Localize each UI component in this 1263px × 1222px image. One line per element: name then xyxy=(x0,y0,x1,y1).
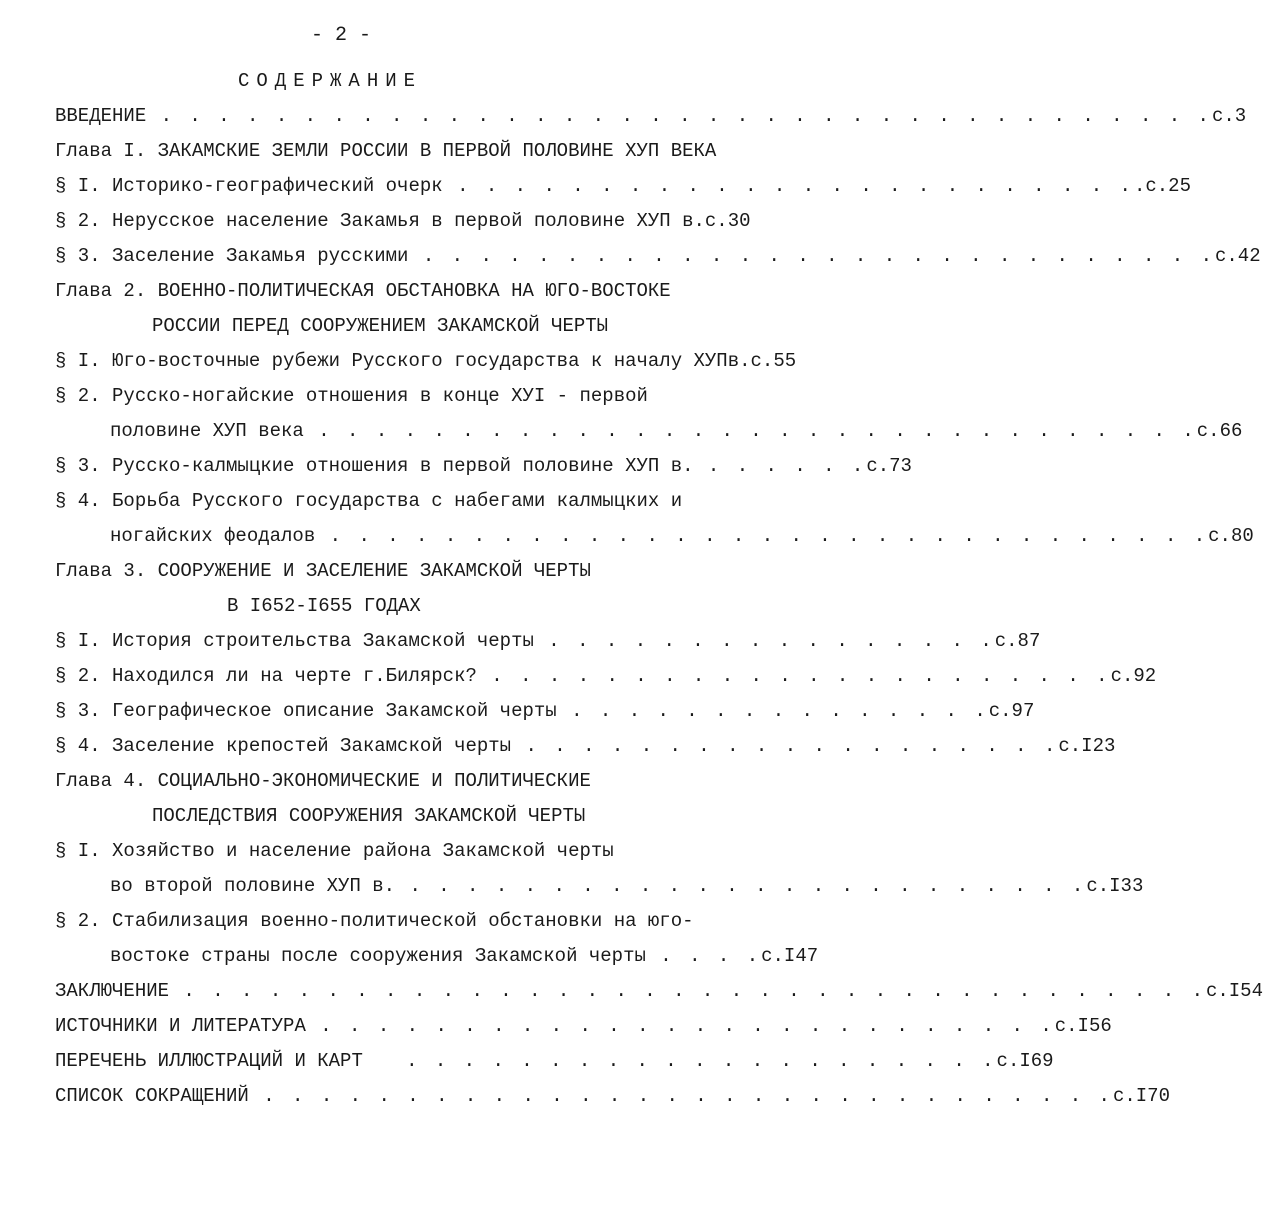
toc-page: с.3 xyxy=(1211,105,1247,127)
toc-text: ВВЕДЕНИЕ xyxy=(55,105,147,127)
toc-page: с.55 xyxy=(750,350,797,372)
toc-chapter-3 xyxy=(55,559,745,583)
toc-chapter-2 xyxy=(55,279,745,303)
leader-dots: . . . . . . . . . . . . . . . . . . . . . . . . xyxy=(442,175,1134,197)
toc-chapter-1 xyxy=(55,139,745,163)
toc-chapter-2-cont xyxy=(152,314,745,338)
toc-text: § 2. Находился ли на черте г.Билярск? xyxy=(55,665,477,687)
toc-page: с.80 xyxy=(1208,525,1254,547)
toc-page: .с.25 xyxy=(1133,175,1191,197)
toc-chapter-4 xyxy=(55,769,745,793)
toc-page: с.I69 xyxy=(996,1050,1054,1072)
toc-entry-3-2 xyxy=(55,664,1157,688)
leader-dots: . . . . . . . . . . . . . . . . . . . xyxy=(511,735,1059,757)
toc-entry-4-1-cont xyxy=(110,874,1144,898)
toc-text: СПИСОК СОКРАЩЕНИЙ xyxy=(55,1085,249,1107)
toc-entry-4-2 xyxy=(55,909,745,933)
toc-text: половине ХУП века xyxy=(110,420,304,442)
toc-text: § 2. Нерусское население Закамья в первой половине ХУП в. xyxy=(55,210,705,232)
toc-page: с.97 xyxy=(988,700,1035,722)
toc-page: с.73 xyxy=(866,455,912,477)
toc-text: § 3. Заселение Закамья русскими xyxy=(55,245,409,267)
leader-dots: . . . . . . . . . . . . . . . xyxy=(556,700,989,722)
toc-text: Глава 2. ВОЕННО-ПОЛИТИЧЕСКАЯ ОБСТАНОВКА НА ЮГО-ВОСТОКЕ xyxy=(55,280,671,302)
toc-text: Глава 3. СООРУЖЕНИЕ И ЗАСЕЛЕНИЕ ЗАКАМСКОЙ ЧЕРТЫ xyxy=(55,560,591,582)
toc-text: § 4. Заселение крепостей Закамской черты xyxy=(55,735,512,757)
toc-text: § I. Историко-географический очерк xyxy=(55,175,443,197)
toc-page: с.30 xyxy=(704,210,751,232)
toc-text: § I. Хозяйство и население района Закамской черты xyxy=(55,840,614,862)
toc-entry-2-3 xyxy=(55,454,912,478)
leader-dots: . . . . . . . . . . . . . . . . . . . . . . xyxy=(476,665,1111,687)
leader-dots: . . . . . . xyxy=(693,455,867,477)
leader-dots: . . . . . . . . . . . . . . . . . . . . . . . . . . . . . . . . . . . . xyxy=(169,980,1206,1002)
leader-dots: . . . . . . . . . . . . . . . . . . . . . . . . xyxy=(395,875,1087,897)
toc-entry-2-4 xyxy=(55,489,745,513)
toc-entry-2-2-cont xyxy=(110,419,1243,443)
leader-dots: . . . . . . . . . . . . . . . . . . . . . . . . . . . . . . . xyxy=(315,525,1209,547)
toc-entry-3-1 xyxy=(55,629,1041,653)
toc-page: с.66 xyxy=(1196,420,1243,442)
toc-page: с.42 xyxy=(1214,245,1261,267)
toc-page: с.I54 xyxy=(1205,980,1263,1002)
leader-dots: . . . . . . . . . . . . . . . . . . . . . . . . . . . . . . xyxy=(248,1085,1113,1107)
toc-text: РОССИИ ПЕРЕД СООРУЖЕНИЕМ ЗАКАМСКОЙ ЧЕРТЫ xyxy=(152,315,609,337)
toc-entry-3-3 xyxy=(55,699,1035,723)
toc-page: с.92 xyxy=(1110,665,1157,687)
toc-text: Глава 4. СОЦИАЛЬНО-ЭКОНОМИЧЕСКИЕ И ПОЛИТИЧЕСКИЕ xyxy=(55,770,591,792)
toc-page: с.I23 xyxy=(1058,735,1116,757)
toc-text: ИСТОЧНИКИ И ЛИТЕРАТУРА xyxy=(55,1015,306,1037)
toc-text: § I. История строительства Закамской черты xyxy=(55,630,534,652)
toc-text: ПОСЛЕДСТВИЯ СООРУЖЕНИЯ ЗАКАМСКОЙ ЧЕРТЫ xyxy=(152,805,586,827)
toc-page: с.I33 xyxy=(1086,875,1144,897)
toc-entry-introduction xyxy=(55,104,1247,128)
toc-text: ЗАКЛЮЧЕНИЕ xyxy=(55,980,170,1002)
toc-entry-conclusion xyxy=(55,979,1263,1003)
toc-chapter-4-cont xyxy=(152,804,745,828)
leader-dots: . . . . . . . . . . . . . . . . . . . . . . . . . . xyxy=(305,1015,1055,1037)
leader-dots: . . . . . . . . . . . . . . . . . . . . . . . . . . . . . . . . . . . . . xyxy=(146,105,1212,127)
toc-text: § I. Юго-восточные рубежи Русского государства к началу ХУПв. xyxy=(55,350,751,372)
page-number: - 2 - xyxy=(311,24,372,47)
toc-page: с.I56 xyxy=(1054,1015,1112,1037)
toc-text: востоке страны после сооружения Закамской черты xyxy=(110,945,646,967)
toc-text: Глава I. ЗАКАМСКИЕ ЗЕМЛИ РОССИИ В ПЕРВОЙ ПОЛОВИНЕ ХУП ВЕКА xyxy=(55,140,717,162)
toc-page: с.I47 xyxy=(761,945,819,967)
toc-entry-abbreviations xyxy=(55,1084,1170,1108)
toc-entry-4-2-cont xyxy=(110,944,819,968)
toc-entry-1-3 xyxy=(55,244,1261,268)
leader-dots: . . . . . . . . . . . . . . . . . . . . . xyxy=(362,1050,997,1072)
toc-text: § 3. Русско-калмыцкие отношения в первой половине ХУП в. xyxy=(55,455,694,477)
leader-dots: . . . . xyxy=(645,945,762,967)
toc-entry-illustrations xyxy=(55,1049,1054,1073)
leader-dots: . . . . . . . . . . . . . . . . . . . . . . . . . . . . . . . xyxy=(303,420,1197,442)
leader-dots: . . . . . . . . . . . . . . . . xyxy=(533,630,995,652)
toc-chapter-3-cont xyxy=(227,594,745,618)
toc-entry-2-1 xyxy=(55,349,797,373)
toc-page: с.87 xyxy=(994,630,1041,652)
toc-entry-sources xyxy=(55,1014,1112,1038)
toc-text: § 4. Борьба Русского государства с набегами калмыцких и xyxy=(55,490,683,512)
page-title: СОДЕРЖАНИЕ xyxy=(238,70,423,92)
toc-entry-1-2 xyxy=(55,209,751,233)
toc-entry-4-1 xyxy=(55,839,745,863)
toc-text: § 2. Русско-ногайские отношения в конце ХУI - первой xyxy=(55,385,648,407)
toc-entry-2-2 xyxy=(55,384,745,408)
toc-entry-2-4-cont xyxy=(110,524,1254,548)
toc-text: § 2. Стабилизация военно-политической обстановки на юго- xyxy=(55,910,694,932)
leader-dots: . . . . . . . . . . . . . . . . . . . . . . . . . . . . xyxy=(408,245,1215,267)
toc-entry-3-4 xyxy=(55,734,1116,758)
toc-text: ногайских феодалов xyxy=(110,525,316,547)
toc-text: § 3. Географическое описание Закамской черты xyxy=(55,700,557,722)
toc-text: во второй половине ХУП в. xyxy=(110,875,396,897)
toc-text: В I652-I655 ГОДАХ xyxy=(227,595,421,617)
toc-page: с.I70 xyxy=(1112,1085,1170,1107)
toc-entry-1-1 xyxy=(55,174,1191,198)
toc-text: ПЕРЕЧЕНЬ ИЛЛЮСТРАЦИЙ И КАРТ xyxy=(55,1050,363,1072)
